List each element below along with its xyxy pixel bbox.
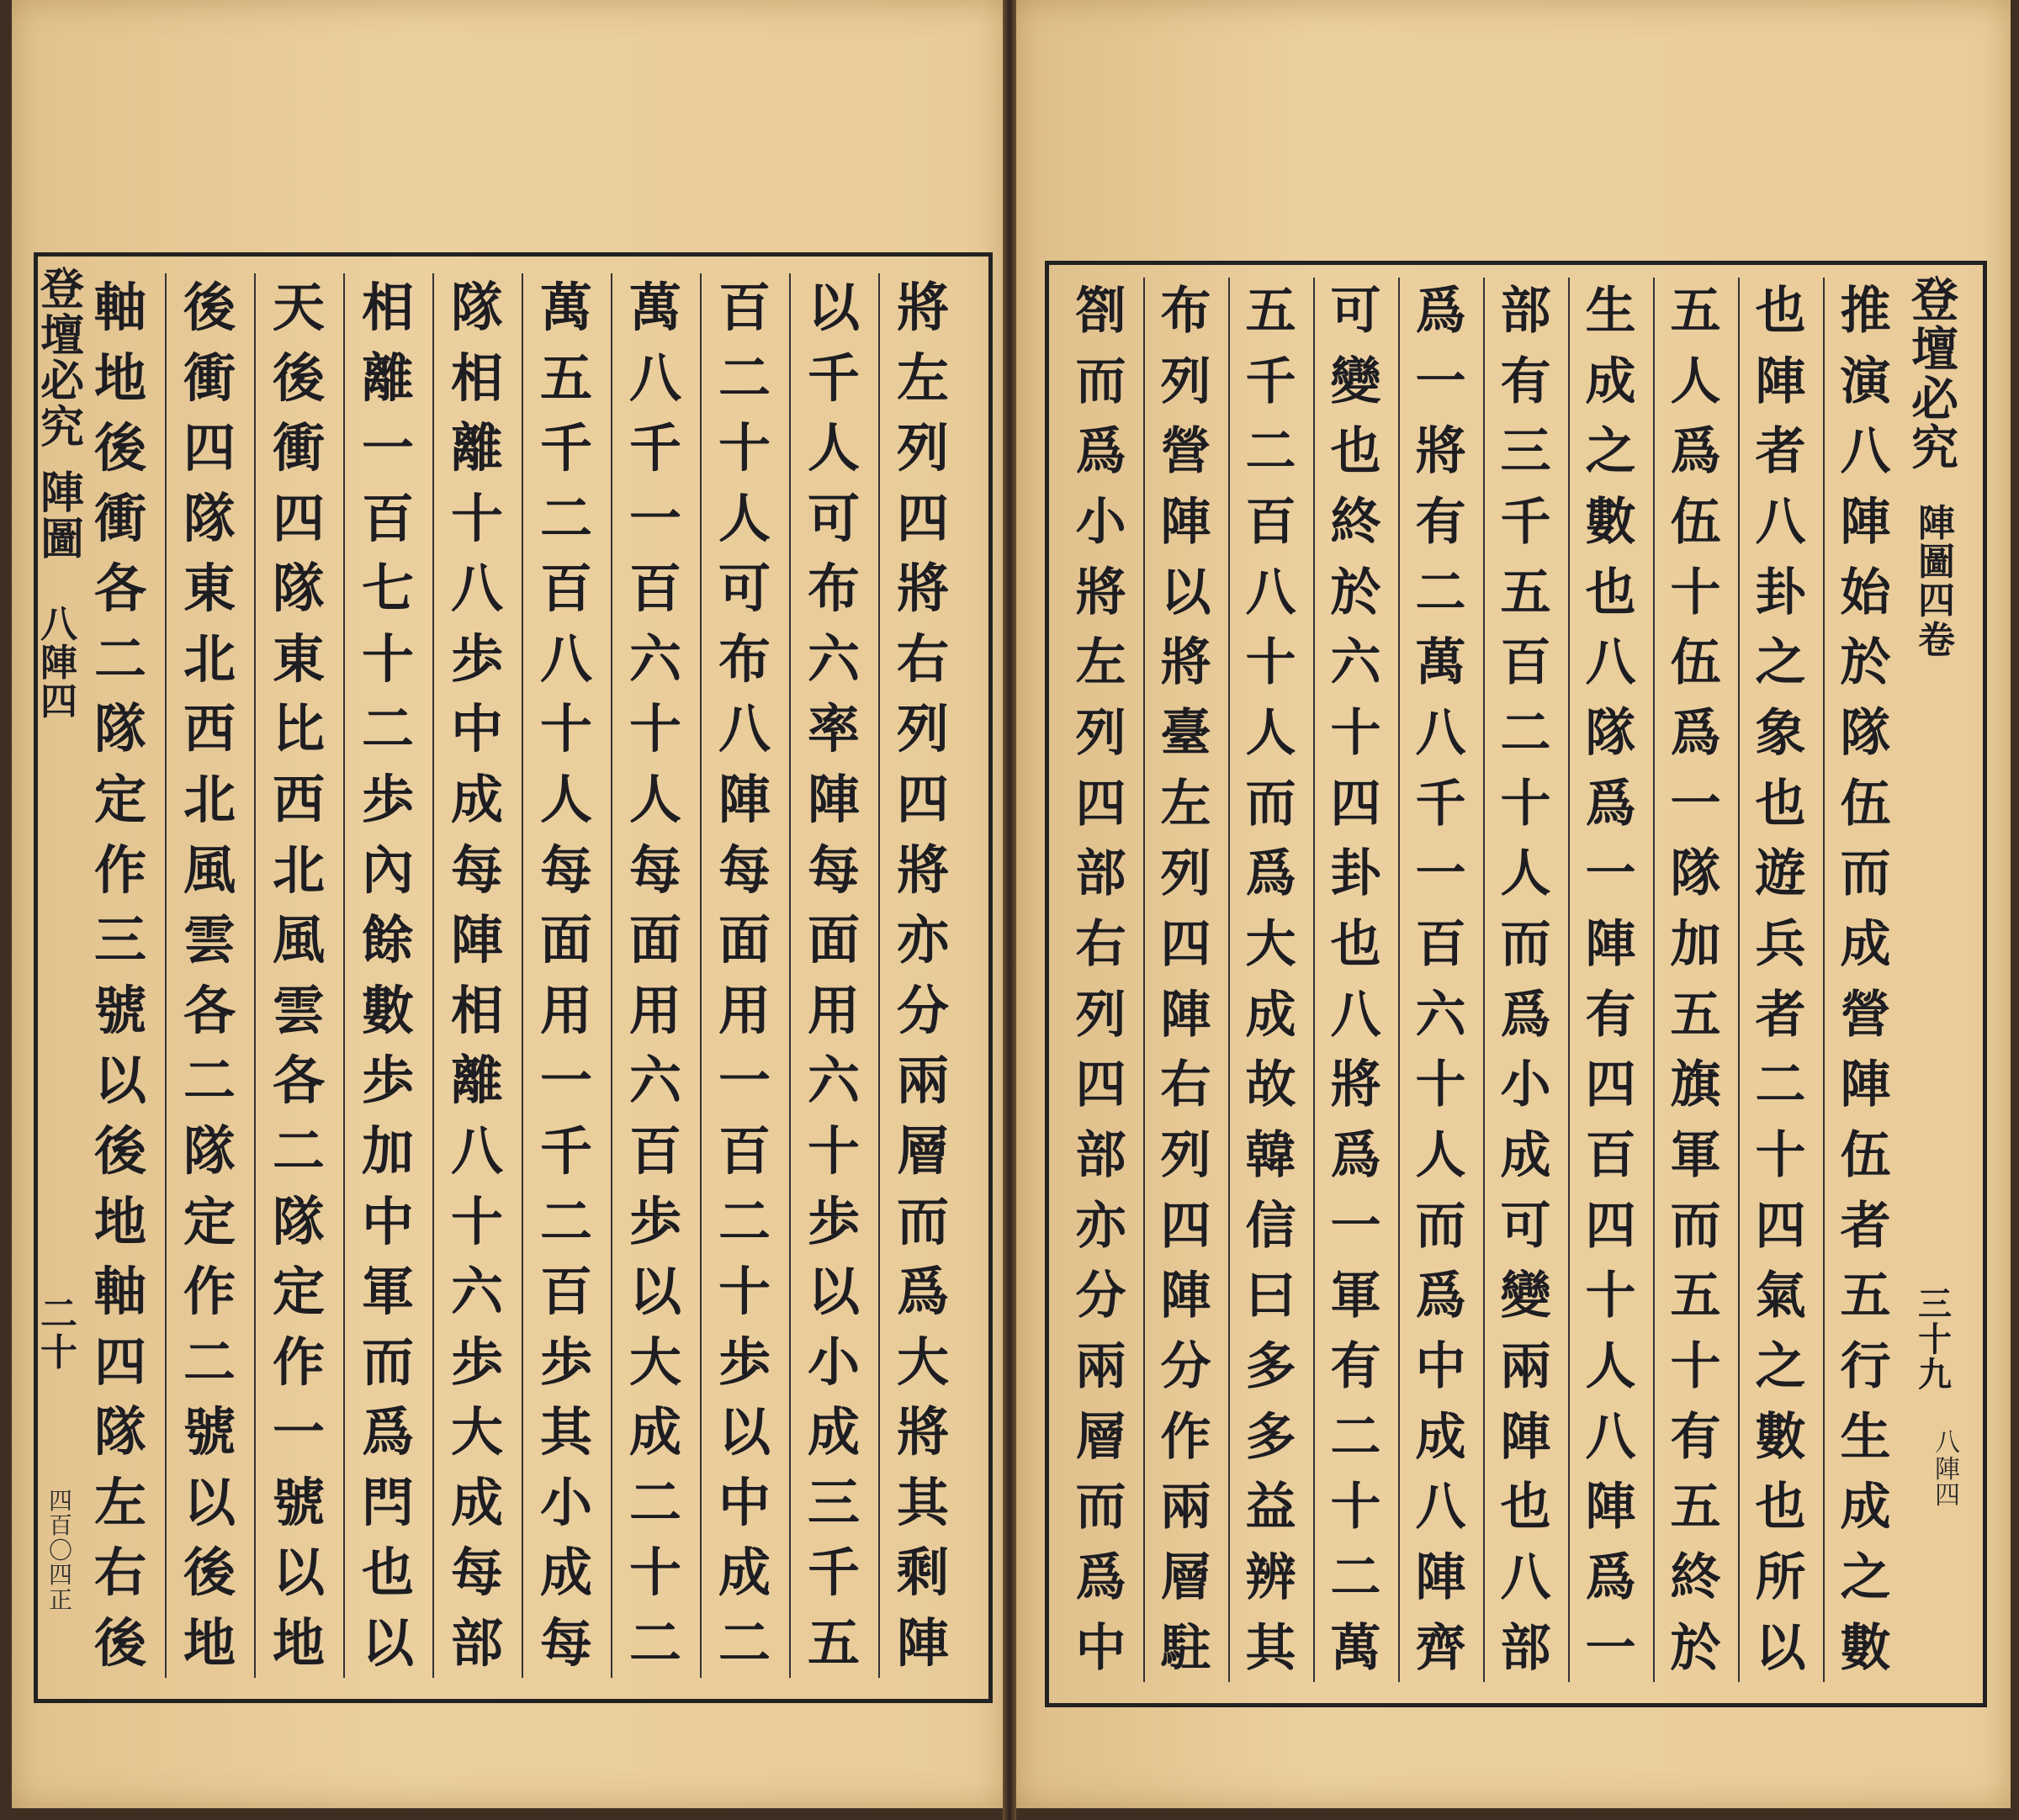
column-rule [343, 273, 345, 1678]
column-rule [1653, 278, 1655, 1682]
right-margin-subtitle-text: 八 陣 四 [1935, 1428, 1960, 1510]
text-column: 部 有 三 千 五 百 二 十 人 而 爲 小 成 可 變 兩 陣 也 八 部 [1500, 282, 1551, 1678]
left-margin-chapter-text: 陣 圖 [40, 468, 85, 565]
text-column: 萬 五 千 二 百 八 十 人 每 面 用 一 千 二 百 歩 其 小 成 每 [539, 277, 592, 1674]
column-rule [1228, 278, 1230, 1682]
column-rule [789, 273, 791, 1678]
left-margin-folio [40, 1295, 77, 1373]
text-column: 推 演 八 陣 始 於 隊 伍 而 成 營 陣 伍 者 五 行 生 成 之 數 [1840, 282, 1891, 1678]
text-column: 劄 而 爲 小 將 左 列 四 部 右 列 四 部 亦 分 兩 層 而 爲 中 [1075, 282, 1126, 1678]
column-rule [700, 273, 702, 1678]
column-rule [611, 273, 612, 1678]
text-column: 將 左 列 四 將 右 列 四 將 亦 分 兩 層 而 爲 大 將 其 剩 陣 [896, 277, 949, 1674]
right-margin-folio [1918, 1284, 1952, 1394]
text-column: 天 後 衝 四 隊 東 比 西 北 風 雲 各 二 隊 定 作 一 號 以 地 [272, 277, 325, 1674]
column-rule [1143, 278, 1145, 1682]
column-rule [1398, 278, 1400, 1682]
column-rule [1738, 278, 1740, 1682]
column-rule [878, 273, 880, 1678]
column-rule [1823, 278, 1825, 1682]
column-rule [254, 273, 256, 1678]
text-column: 五 千 二 百 八 十 人 而 爲 大 成 故 韓 信 曰 多 多 益 辨 其 [1245, 282, 1296, 1678]
book-gutter [1003, 0, 1016, 1820]
text-column: 軸 地 後 衝 各 二 隊 定 作 三 號 以 後 地 軸 四 隊 左 右 後 [93, 277, 146, 1674]
column-rule [432, 273, 434, 1678]
text-column: 以 千 人 可 布 六 率 陣 每 面 用 六 十 歩 以 小 成 三 千 五 [807, 277, 860, 1674]
right-margin-subtitle [1935, 1430, 1960, 1510]
left-margin-folio-text: 二 十 [40, 1293, 77, 1375]
column-rule [522, 273, 523, 1678]
right-margin-title [1911, 272, 1958, 477]
left-margin-title [40, 264, 85, 453]
column-rule [1313, 278, 1315, 1682]
left-margin-page [49, 1489, 72, 1612]
text-column: 萬 八 千 一 百 六 十 人 每 面 用 六 百 歩 以 大 成 二 十 二 [628, 277, 681, 1674]
column-rule [1568, 278, 1570, 1682]
text-column: 隊 相 離 十 八 歩 中 成 每 陣 相 離 八 十 六 歩 大 成 每 部 [450, 277, 503, 1674]
text-column: 生 成 之 數 也 八 隊 爲 一 陣 有 四 百 四 十 人 八 陣 爲 一 [1585, 282, 1636, 1678]
right-margin-title-text: 登 壇 必 究 [1911, 272, 1958, 477]
text-column: 後 衝 四 隊 東 北 西 北 風 雲 各 二 隊 定 作 二 號 以 後 地 [183, 277, 236, 1674]
text-column: 五 人 爲 伍 十 伍 爲 一 隊 加 五 旗 軍 而 五 十 有 五 終 於 [1670, 282, 1721, 1678]
text-column: 布 列 營 陣 以 將 臺 左 列 四 陣 右 列 四 陣 分 作 兩 層 駐 [1160, 282, 1211, 1678]
right-margin-chapter [1918, 502, 1955, 662]
left-margin-subtitle [40, 603, 77, 724]
text-column: 百 二 十 人 可 布 八 陣 每 面 用 一 百 二 十 歩 以 中 成 二 [718, 277, 771, 1674]
left-margin-title-text: 登 壇 必 究 [40, 264, 85, 453]
left-margin-chapter [40, 468, 85, 565]
text-column: 也 陣 者 八 卦 之 象 也 遊 兵 者 二 十 四 氣 之 數 也 所 以 [1755, 282, 1806, 1678]
right-margin-folio-text: 三 十 九 [1918, 1284, 1952, 1394]
column-rule [165, 273, 167, 1678]
left-margin-page-text: 四 百 〇 四 正 [49, 1487, 73, 1614]
text-column: 可 變 也 終 於 六 十 四 卦 也 八 將 爲 一 軍 有 二 十 二 萬 [1330, 282, 1381, 1678]
text-column: 相 離 一 百 七 十 二 歩 內 餘 數 歩 加 中 軍 而 爲 閂 也 以 [361, 277, 414, 1674]
right-margin-chapter-text: 陣 圖 四 卷 [1918, 502, 1955, 662]
column-rule [1483, 278, 1485, 1682]
left-margin-subtitle-text: 八 陣 四 [40, 603, 77, 724]
text-column: 爲 一 將 有 二 萬 八 千 一 百 六 十 人 而 爲 中 成 八 陣 齊 [1415, 282, 1466, 1678]
